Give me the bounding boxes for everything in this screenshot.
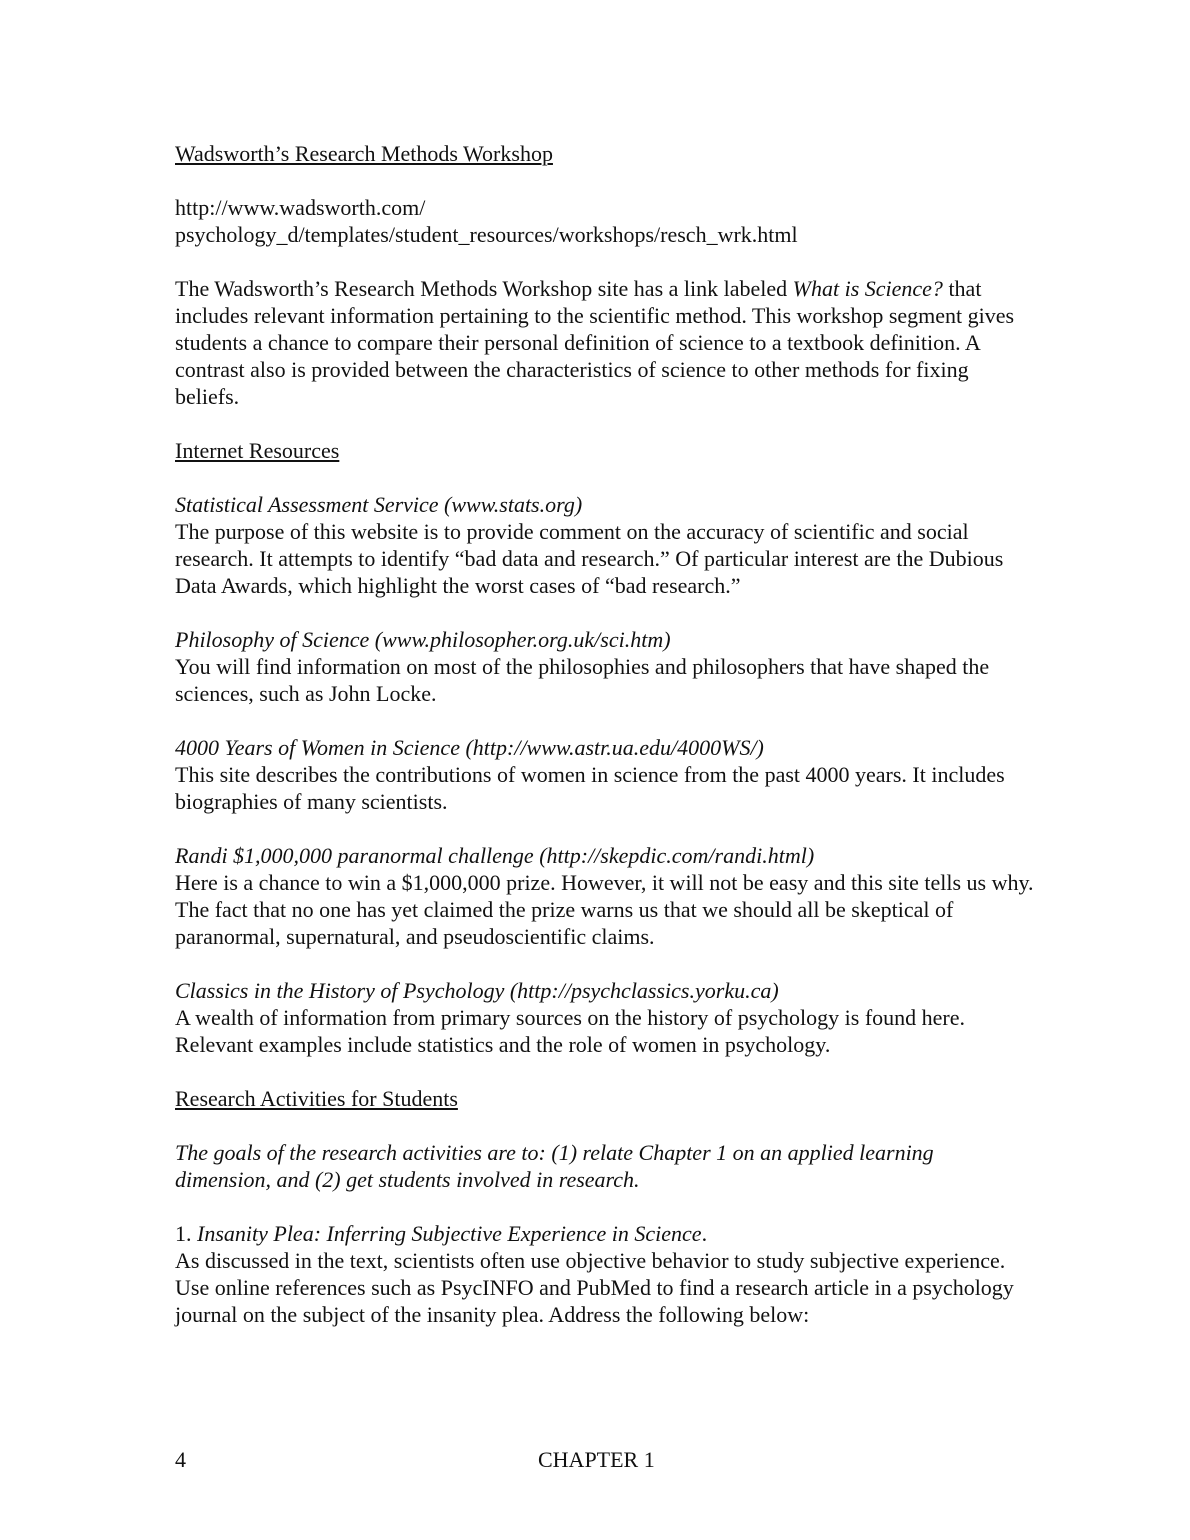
- page-number: 4: [175, 1447, 186, 1472]
- workshop-desc-link: What is Science?: [792, 276, 943, 301]
- workshop-url-line1: http://www.wadsworth.com/: [175, 195, 426, 220]
- activity-item-1-heading: [175, 1220, 1035, 1247]
- document-body: [175, 140, 1035, 1355]
- workshop-desc-post: that includes relevant information pertaining to the scientific method. This workshop segment gives students a chance to compare their personal definition of science to a textbook definition. A contrast also is provided between the characteristics of science to other methods for fixing beliefs.: [175, 276, 1015, 409]
- resource-entry: [175, 491, 1035, 599]
- workshop-desc-pre: The Wadsworth’s Research Methods Workshop site has a link labeled: [175, 276, 793, 301]
- resource-title: Classics in the History of Psychology (http://psychclassics.yorku.ca): [175, 978, 779, 1003]
- resource-title: 4000 Years of Women in Science (http://www.astr.ua.edu/4000WS/): [175, 735, 764, 760]
- chapter-label: CHAPTER 1: [538, 1447, 655, 1472]
- activities-heading-text: Research Activities for Students: [175, 1086, 458, 1111]
- internet-heading-text: Internet Resources: [175, 438, 340, 463]
- resource-entry: [175, 842, 1035, 950]
- activity-item-1-period: .: [701, 1221, 708, 1246]
- workshop-url: [175, 194, 1035, 248]
- workshop-url-line2: psychology_d/templates/student_resources/workshops/resch_wrk.html: [175, 222, 798, 247]
- resource-body: You will find information on most of the philosophies and philosophers that have shaped the sciences, such as John Locke.: [175, 654, 990, 706]
- activity-item-1-number: 1.: [175, 1221, 197, 1246]
- workshop-heading-text: Wadsworth’s Research Methods Workshop: [175, 141, 553, 166]
- resource-body: The purpose of this website is to provide comment on the accuracy of scientific and social research. It attempts to identify “bad data and research.” Of particular interest are the Dubious Data Awards, which highlight the worst cases of “bad research.”: [175, 519, 1004, 598]
- activity-item-1: [175, 1220, 1035, 1328]
- workshop-description: [175, 275, 1035, 410]
- resource-entry: [175, 977, 1035, 1058]
- resource-body: Here is a chance to win a $1,000,000 prize. However, it will not be easy and this site tells us why. The fact that no one has yet claimed the prize warns us that we should all be skeptical of paranormal, supernatural, and pseudoscientific claims.: [175, 870, 1034, 949]
- resource-entry: [175, 734, 1035, 815]
- activities-goals: The goals of the research activities are to: (1) relate Chapter 1 on an applied learning dimension, and (2) get students involved in research.: [175, 1140, 934, 1192]
- activities-heading: [175, 1085, 1035, 1112]
- activity-item-1-title: Insanity Plea: Inferring Subjective Experience in Science: [197, 1221, 702, 1246]
- resource-entry: [175, 626, 1035, 707]
- resource-body: This site describes the contributions of women in science from the past 4000 years. It includes biographies of many scientists.: [175, 762, 1005, 814]
- internet-heading: [175, 437, 1035, 464]
- activity-item-1-body: As discussed in the text, scientists often use objective behavior to study subjective experience. Use online references such as PsycINFO and PubMed to find a research article in a psychology journal on the subject of the insanity plea. Address the following below:: [175, 1248, 1014, 1327]
- resource-title: Statistical Assessment Service (www.stats.org): [175, 492, 583, 517]
- resource-title: Randi $1,000,000 paranormal challenge (http://skepdic.com/randi.html): [175, 843, 815, 868]
- resource-body: A wealth of information from primary sources on the history of psychology is found here. Relevant examples include statistics and the role of women in psychology.: [175, 1005, 966, 1057]
- workshop-heading: [175, 140, 1035, 167]
- resource-title: Philosophy of Science (www.philosopher.org.uk/sci.htm): [175, 627, 671, 652]
